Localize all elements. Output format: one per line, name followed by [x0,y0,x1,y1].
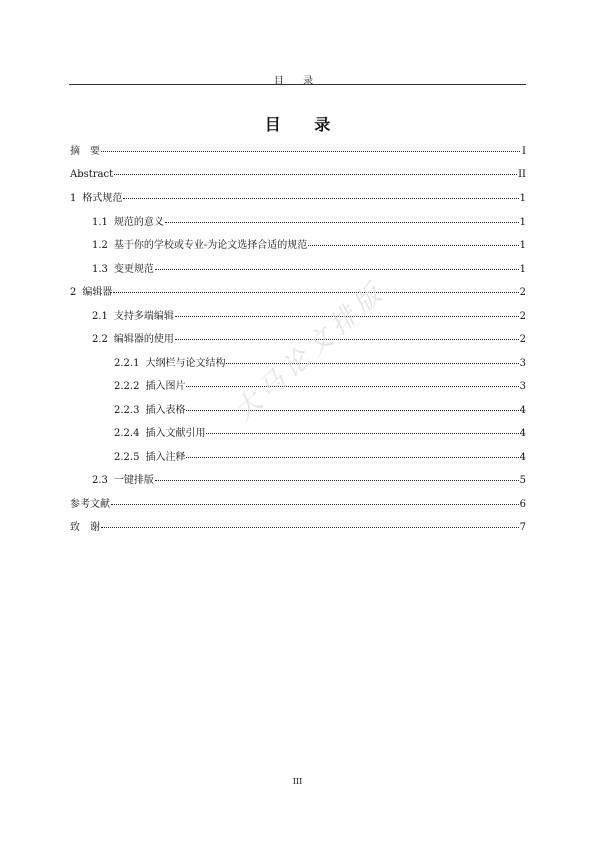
toc-entry[interactable] [92,213,526,229]
toc-entry[interactable] [114,424,526,440]
toc-title: 目 录 [264,115,345,134]
toc-dot-leader [155,470,519,481]
toc-entry-page: II [518,168,526,180]
toc-entry-page: 6 [519,498,526,510]
toc-entry-title: 致 谢 [70,522,100,533]
toc-dot-leader [123,188,518,199]
toc-entry-number: 2.2.2 [114,381,140,392]
toc-dot-leader [206,423,518,434]
toc-entry-number: 2.2.1 [114,357,140,369]
toc-dot-leader [226,353,518,364]
toc-entry-number: 2 [70,287,77,298]
toc-entry[interactable] [114,448,526,464]
toc-entry[interactable] [92,471,526,487]
toc-entry-number: 1 [70,193,77,204]
page-number: III [292,777,303,786]
toc-entry-page: 2 [519,310,526,322]
toc-entry[interactable] [70,166,526,182]
toc-entry-title: 一键排版 [113,475,154,486]
toc-entry-number: 1.1 [92,216,108,228]
toc-entry-number: 1.3 [92,263,108,275]
toc-entry-page: I [522,146,526,157]
toc-entry-title: 规范的意义 [113,216,164,228]
toc-entry-page: 4 [519,451,526,463]
watermark: 大马论文排版 [229,275,392,427]
toc-dot-leader [113,282,518,293]
toc-dot-leader [175,329,519,340]
toc-entry[interactable] [114,401,526,417]
toc-entry-page: 2 [519,334,526,345]
toc-entry-number: 2.2.3 [114,404,140,416]
toc-entry-title: 编辑器的使用 [113,334,174,345]
toc-entry[interactable] [70,189,526,205]
toc-entry-title: 格式规范 [82,193,123,204]
toc-entry[interactable] [114,354,526,370]
toc-entry-number: 2.2.5 [114,451,140,463]
toc-dot-leader [308,235,518,246]
toc-entry-page: 4 [519,428,526,439]
toc-entry[interactable] [92,236,526,252]
toc-entry-page: 4 [519,404,526,416]
toc-entry-number: 2.1 [92,310,108,322]
toc-entry[interactable] [92,330,526,346]
toc-dot-leader [186,447,518,458]
toc-entry-number: 1.2 [92,240,108,251]
toc-dot-leader [186,376,518,387]
toc-entry-title: 插入文献引用 [145,428,206,439]
toc-entry[interactable] [70,495,526,511]
toc-entry-page: 3 [519,357,526,369]
running-header: 目 录 [273,76,322,87]
toc-entry-title: Abstract [70,168,114,180]
toc-entry-page: 5 [519,475,526,486]
toc-dot-leader [101,517,519,528]
toc-entry-title: 基于你的学校或专业-为论文选择合适的规范 [113,240,308,251]
toc-entry-page: 1 [519,240,526,251]
toc-entry-title: 插入表格 [145,404,186,416]
toc-entry-title: 插入注释 [145,451,186,463]
toc-entry-number: 2.2.4 [114,428,140,439]
toc-dot-leader [155,259,519,270]
toc-entry-page: 2 [519,287,526,298]
toc-entry[interactable] [92,260,526,276]
toc-entry-page: 1 [519,216,526,228]
toc-entry[interactable] [70,283,526,299]
toc-entry-title: 变更规范 [113,263,154,275]
toc-entry-title: 插入图片 [145,381,186,392]
toc-dot-leader [165,212,519,223]
toc-entry-title: 摘 要 [70,146,100,157]
toc-entry-page: 1 [519,193,526,204]
toc-entry-title: 支持多端编辑 [113,310,174,322]
toc-dot-leader [114,164,517,175]
toc-entry[interactable] [114,377,526,393]
toc-entry-number: 2.3 [92,475,108,486]
toc-entry-title: 大纲栏与论文结构 [145,357,226,369]
toc-entry[interactable] [70,518,526,534]
toc-dot-leader [186,400,518,411]
toc-entry-page: 1 [519,263,526,275]
header-rule [69,84,526,85]
toc-dot-leader [111,494,519,505]
toc-entry-page: 7 [519,522,526,533]
toc-entry[interactable] [92,307,526,323]
toc-dot-leader [101,141,520,152]
toc-entry-number: 2.2 [92,334,108,345]
toc-dot-leader [175,306,519,317]
toc-entry-title: 编辑器 [82,287,113,298]
toc-entry[interactable] [70,142,526,158]
toc-entry-page: 3 [519,381,526,392]
toc-entry-title: 参考文献 [70,498,110,510]
